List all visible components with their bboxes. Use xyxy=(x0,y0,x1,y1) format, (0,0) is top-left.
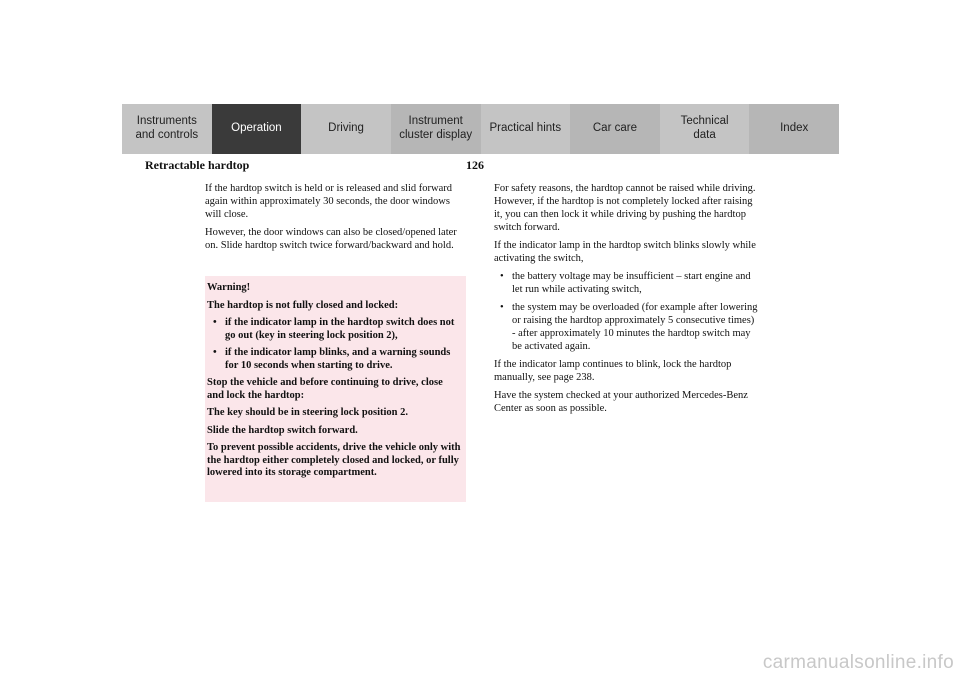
list-item xyxy=(213,317,462,342)
tab-instruments-and-controls[interactable]: Instruments and controls xyxy=(122,104,212,154)
tab-operation[interactable]: Operation xyxy=(212,104,302,154)
list-item-text: the battery voltage may be insufficient – start engine and let run while activating switch, xyxy=(512,271,751,295)
bullet-icon: • xyxy=(500,271,504,282)
list-item xyxy=(213,347,462,372)
paragraph: If the indicator lamp continues to blink, lock the hardtop manually, see page 238. xyxy=(494,359,732,383)
tab-index[interactable]: Index xyxy=(749,104,839,154)
warning-paragraph: Slide the hardtop switch forward. xyxy=(207,424,358,436)
page-title: Retractable hardtop xyxy=(145,158,250,172)
warning-paragraph: The key should be in steering lock position 2. xyxy=(207,407,408,418)
paragraph: For safety reasons, the hardtop cannot be raised while driving. However, if the hardtop is not completely locked after raising it, you can then lock it while driving by pushing the hardtop switch forward. xyxy=(494,183,756,233)
warning-title: Warning! xyxy=(207,282,251,293)
left-column xyxy=(205,182,467,257)
bullet-icon: • xyxy=(500,302,504,313)
paragraph: If the hardtop switch is held or is released and slid forward again within approximately 30 seconds, the door windows will close. xyxy=(205,183,452,220)
list-item xyxy=(500,301,758,353)
right-column xyxy=(494,182,758,420)
warning-box xyxy=(205,276,466,502)
bullet-icon: • xyxy=(213,347,217,358)
list-item-text: if the indicator lamp in the hardtop switch does not go out (key in steering lock position 2), xyxy=(225,317,455,341)
page-number: 126 xyxy=(466,158,484,172)
list-item-text: if the indicator lamp blinks, and a warning sounds for 10 seconds when starting to drive. xyxy=(225,347,451,371)
section-nav xyxy=(122,104,839,154)
warning-paragraph: To prevent possible accidents, drive the vehicle only with the hardtop either completely closed and locked, or fully lowered into its storage compartment. xyxy=(207,442,461,478)
tab-practical-hints[interactable]: Practical hints xyxy=(481,104,571,154)
warning-intro: The hardtop is not fully closed and locked: xyxy=(207,299,399,311)
paragraph: If the indicator lamp in the hardtop switch blinks slowly while activating the switch, xyxy=(494,240,756,264)
paragraph: Have the system checked at your authorized Mercedes-Benz Center as soon as possible. xyxy=(494,390,748,414)
paragraph: However, the door windows can also be closed/opened later on. Slide hardtop switch twice forward/backward and hold. xyxy=(205,227,457,251)
bullet-icon: • xyxy=(213,317,217,328)
tab-instrument-cluster-display[interactable]: Instrument cluster display xyxy=(391,104,481,154)
list-item xyxy=(500,270,758,296)
tab-technical-data[interactable]: Technical data xyxy=(660,104,750,154)
watermark: carmanualsonline.info xyxy=(762,652,954,673)
list-item-text: the system may be overloaded (for example after lowering or raising the hardtop approximately 5 consecutive times) - after approximately 10 minutes the hardtop switch may be activated again. xyxy=(512,302,758,352)
tab-car-care[interactable]: Car care xyxy=(570,104,660,154)
warning-paragraph: Stop the vehicle and before continuing to drive, close and lock the hardtop: xyxy=(207,377,443,401)
tab-driving[interactable]: Driving xyxy=(301,104,391,154)
